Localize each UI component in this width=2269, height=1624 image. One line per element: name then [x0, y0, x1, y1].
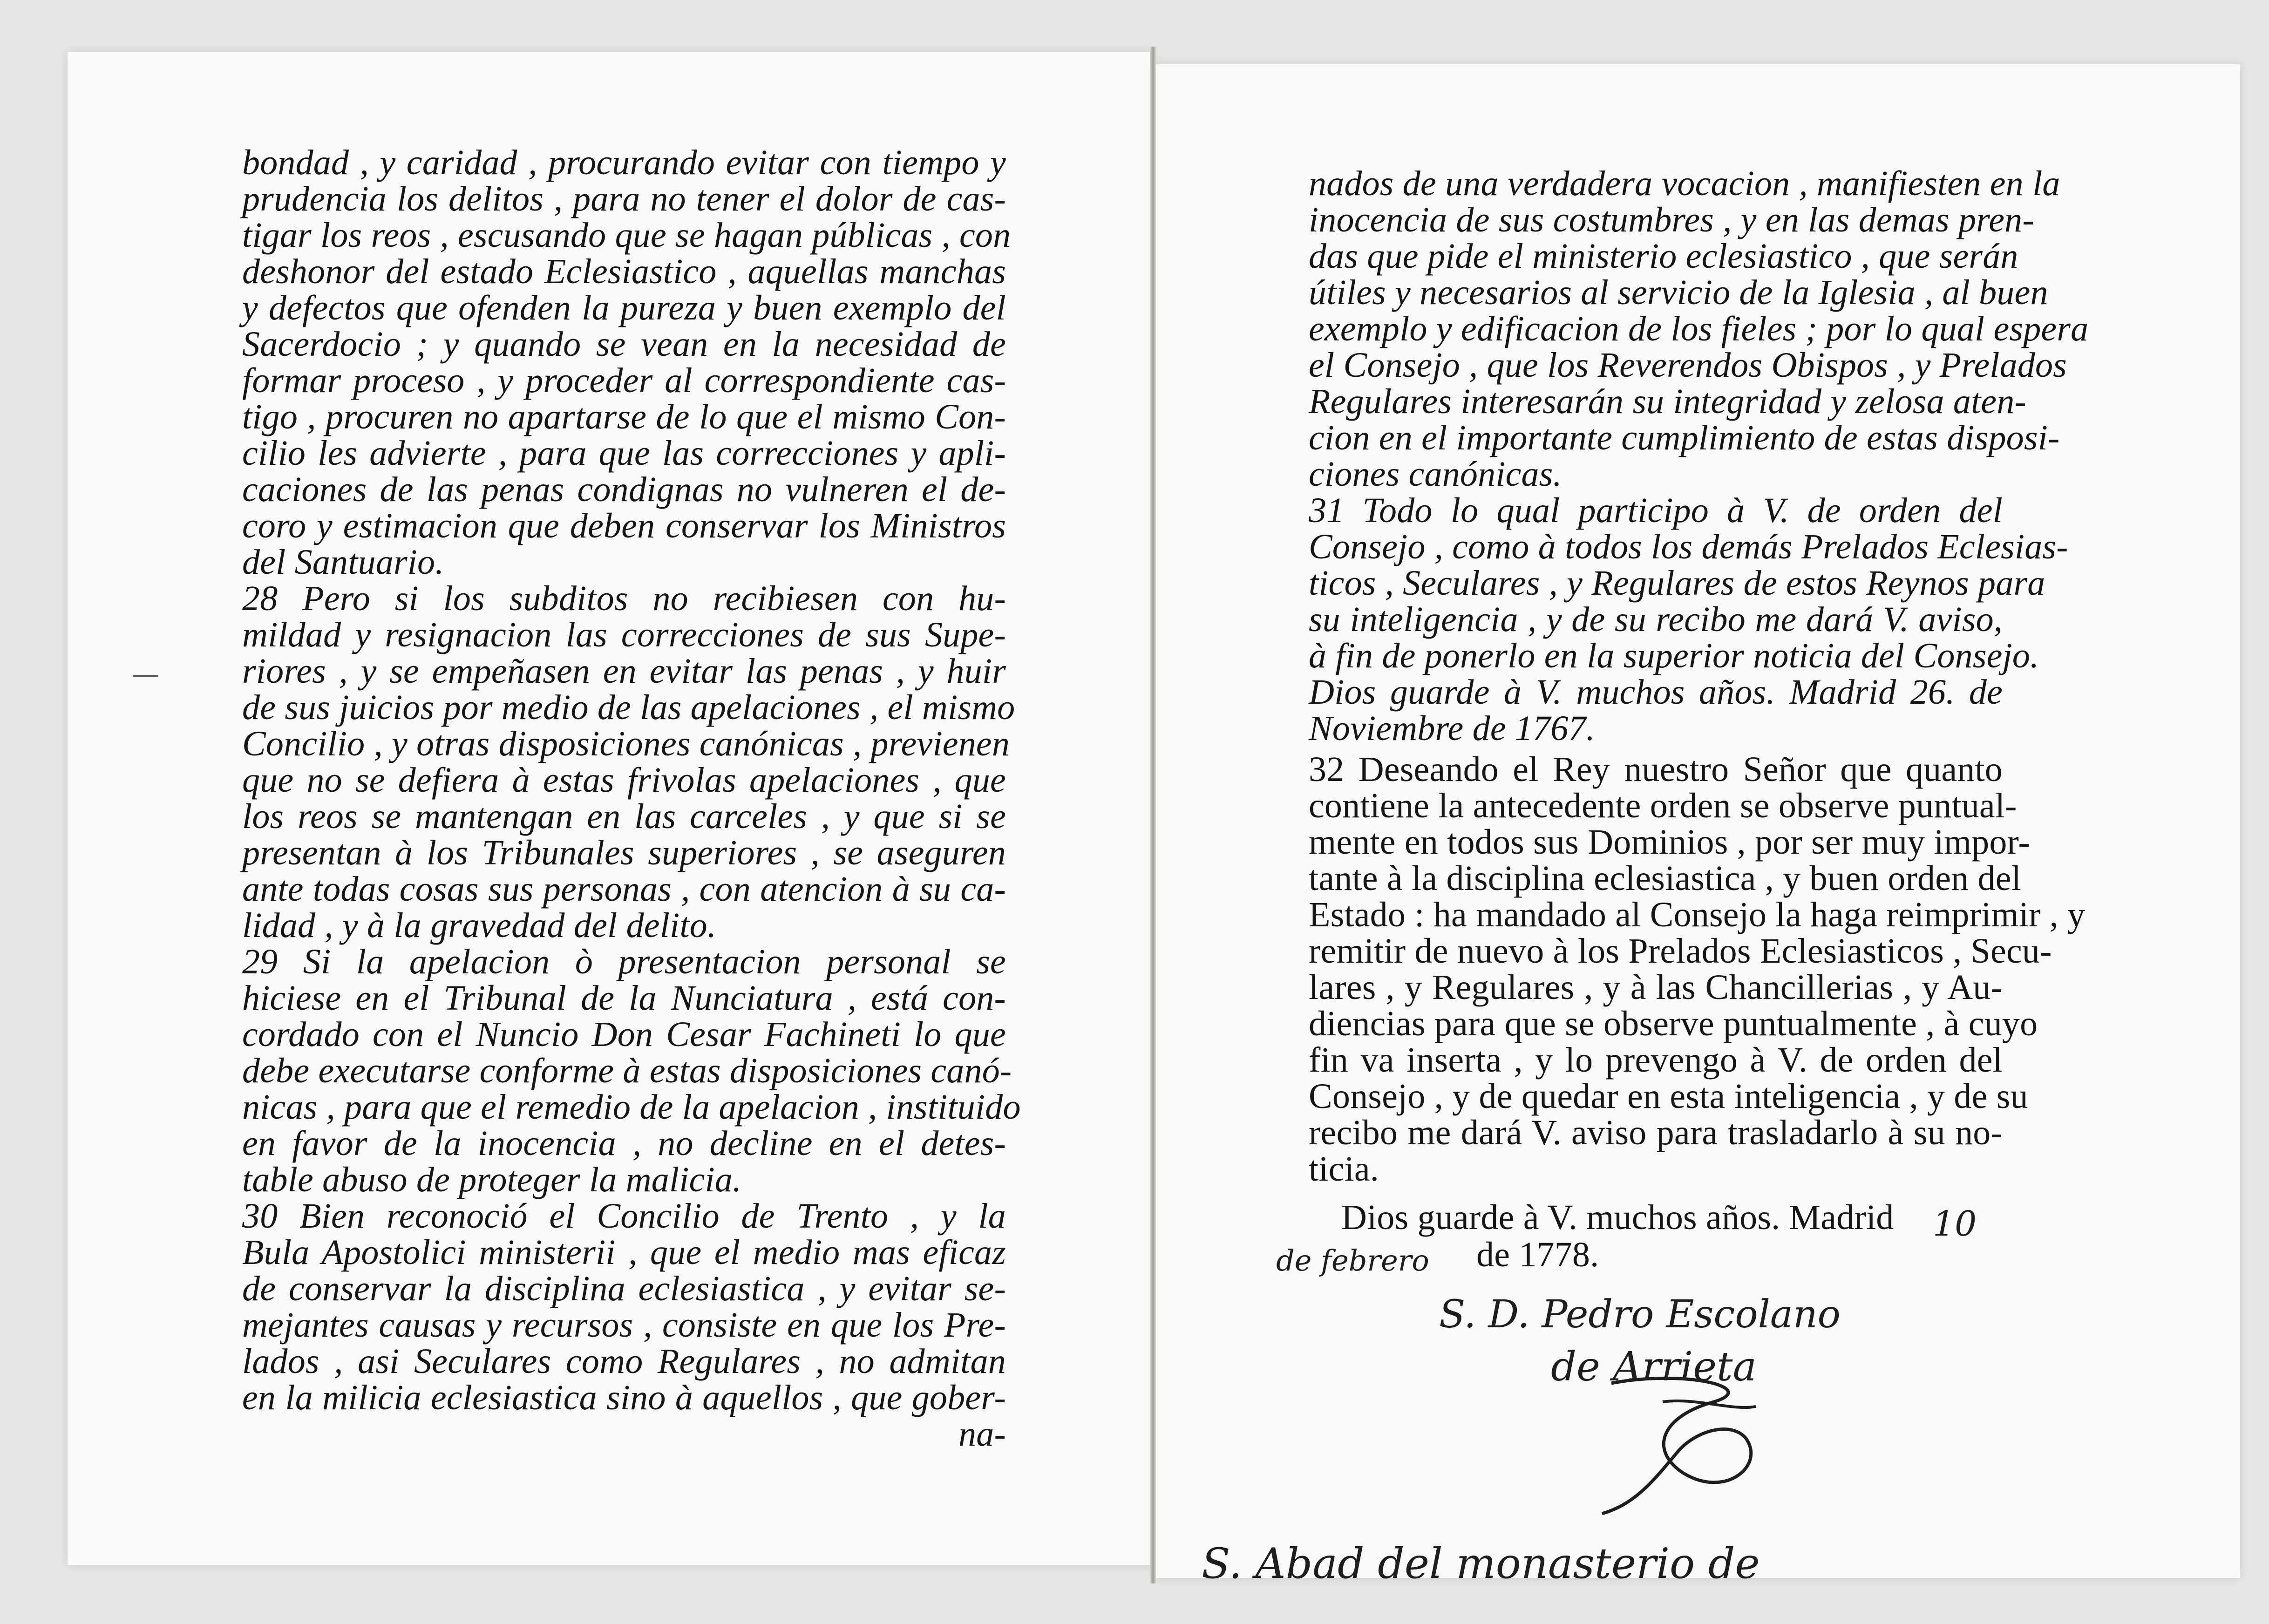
text-line: mildad y resignacion las correcciones de sus Supe- — [242, 615, 1006, 654]
signature-surname: de Arrieta — [1551, 1344, 1757, 1390]
text-line: Bula Apostolici ministerii , que el medio mas eficaz — [242, 1233, 1006, 1272]
text-line: Dios guarde à V. muchos años. Madrid 26. de — [1309, 673, 2003, 712]
text-line: Consejo , y de quedar en esta inteligencia , y de su — [1309, 1077, 2028, 1116]
text-line: tante à la disciplina eclesiastica , y buen orden del — [1309, 859, 2022, 898]
text-line: en la milicia eclesiastica sino à aquellos , que gober- — [242, 1378, 1006, 1417]
page-fold — [1150, 47, 1156, 1583]
text-line: 31 Todo lo qual participo à V. de orden del — [1309, 491, 2003, 530]
text-line: cordado con el Nuncio Don Cesar Fachineti lo que — [242, 1015, 1006, 1054]
text-line: el Consejo , que los Reverendos Obispos , y Prelados — [1309, 346, 2067, 385]
closing-line — [1341, 1199, 1928, 1236]
left-page-text — [242, 143, 1021, 1454]
text-line: tigar los reos , escusando que se hagan públicas , con — [242, 216, 1011, 255]
text-line: ticia. — [1309, 1149, 1379, 1189]
text-line: Estado : ha mandado al Consejo la haga reimprimir , y — [1309, 895, 2086, 934]
text-line: nados de una verdadera vocacion , manifiesten en la — [1309, 164, 2060, 203]
text-line: hiciese en el Tribunal de la Nunciatura , está con- — [242, 978, 1006, 1018]
text-line: que no se defiera à estas frivolas apelaciones , que — [242, 761, 1006, 800]
text-line: Concilio , y otras disposiciones canónicas , previenen — [242, 724, 1010, 763]
text-line: 30 Bien reconoció el Concilio de Trento , y la — [242, 1196, 1006, 1236]
text-line: remitir de nuevo à los Prelados Eclesiasticos , Secu- — [1309, 931, 2052, 971]
text-line: Noviembre de 1767. — [1309, 709, 1595, 748]
text-line: cion en el importante cumplimiento de estas disposi- — [1309, 418, 2060, 457]
text-line: na- — [958, 1414, 1006, 1454]
text-line: 32 Deseando el Rey nuestro Señor que quanto — [1309, 750, 2003, 789]
text-line: y defectos que ofenden la pureza y buen exemplo del — [242, 288, 1006, 327]
text-line: en favor de la inocencia , no decline en el detes- — [242, 1124, 1006, 1163]
text-line: contiene la antecedente orden se observe puntual- — [1309, 786, 2017, 825]
text-line: los reos se mantengan en las carceles , y que si se — [242, 797, 1006, 836]
text-line: lados , asi Seculares como Regulares , no admitan — [242, 1342, 1006, 1381]
text-line: 28 Pero si los subditos no recibiesen con hu- — [242, 579, 1006, 618]
margin-mark — [133, 675, 158, 677]
text-line: deshonor del estado Eclesiastico , aquellas manchas — [242, 252, 1006, 291]
text-line: ticos , Seculares , y Regulares de estos Reynos para — [1309, 564, 2045, 603]
closing-date: de 1778. — [1476, 1235, 1599, 1274]
right-page-roman-text — [1309, 750, 2086, 1189]
text-line: table abuso de proteger la malicia. — [242, 1160, 742, 1199]
text-line: recibo me dará V. aviso para trasladarlo à su no- — [1309, 1113, 2003, 1152]
text-line: cilio les advierte , para que las correcciones y apli- — [242, 434, 1006, 473]
text-line: Consejo , como à todos los demás Prelados Eclesias- — [1309, 527, 2068, 566]
text-line: exemplo y edificacion de los fieles ; por lo qual espera — [1309, 309, 2089, 348]
text-line: 29 Si la apelacion ò presentacion personal se — [242, 942, 1006, 981]
text-line: debe executarse conforme à estas disposiciones canó- — [242, 1051, 1012, 1090]
text-line: Regulares interesarán su integridad y zelosa aten- — [1309, 382, 2027, 421]
text-line: diencias para que se observe puntualmente , à cuyo — [1309, 1004, 2038, 1043]
text-line: fin va inserta , y lo prevengo à V. de orden del — [1309, 1040, 2003, 1080]
text-line: su inteligencia , y de su recibo me dará V. aviso, — [1309, 600, 2003, 639]
text-line: ante todas cosas sus personas , con atencion à su ca- — [242, 870, 1006, 909]
text-line: formar proceso , y proceder al correspondiente cas- — [242, 361, 1006, 400]
text-line: à fin de ponerlo en la superior noticia del Consejo. — [1309, 636, 2039, 675]
closing-text: Dios guarde à V. muchos años. Madrid — [1341, 1198, 1894, 1237]
text-line: nicas , para que el remedio de la apelacion , instituido — [242, 1087, 1021, 1127]
text-line: del Santuario. — [242, 543, 444, 582]
text-line: das que pide el ministerio eclesiastico , que serán — [1309, 237, 2018, 276]
text-line: Sacerdocio ; y quando se vean en la necesidad de — [242, 325, 1006, 364]
text-line: inocencia de sus costumbres , y en las demas pren- — [1309, 200, 2034, 239]
text-line: ciones canónicas. — [1309, 455, 1562, 494]
text-line: riores , y se empeñasen en evitar las penas , y huir — [242, 652, 1006, 691]
text-line: bondad , y caridad , procurando evitar con tiempo y — [242, 143, 1006, 182]
signature-name: S. D. Pedro Escolano — [1439, 1292, 1841, 1337]
text-line: caciones de las penas condignas no vulneren el de- — [242, 470, 1006, 509]
handwritten-day: 10 — [1933, 1204, 1977, 1244]
text-line: mente en todos sus Dominios , por ser muy impor- — [1309, 822, 2031, 862]
text-line: lares , y Regulares , y à las Chancillerias , y Au- — [1309, 968, 2003, 1007]
text-line: coro y estimacion que deben conservar los Ministros — [242, 506, 1006, 545]
text-line: presentan à los Tribunales superiores , se aseguren — [242, 833, 1006, 872]
text-line: prudencia los delitos , para no tener el dolor de cas- — [242, 179, 1006, 218]
text-line: lidad , y à la gravedad del delito. — [242, 906, 717, 945]
text-line: de sus juicios por medio de las apelaciones , el mismo — [242, 688, 1015, 727]
right-page-italic-text — [1309, 164, 2089, 748]
handwritten-month: de febrero — [1276, 1243, 1429, 1277]
text-line: útiles y necesarios al servicio de la Iglesia , al buen — [1309, 273, 2048, 312]
text-line: de conservar la disciplina eclesiastica , y evitar se- — [242, 1269, 1006, 1308]
text-line: tigo , procuren no apartarse de lo que el mismo Con- — [242, 397, 1006, 436]
addressee: S. Abad del monasterio de — [1202, 1539, 1760, 1588]
text-line: mejantes causas y recursos , consiste en que los Pre- — [242, 1305, 1006, 1345]
signature-flourish — [1593, 1374, 1779, 1523]
